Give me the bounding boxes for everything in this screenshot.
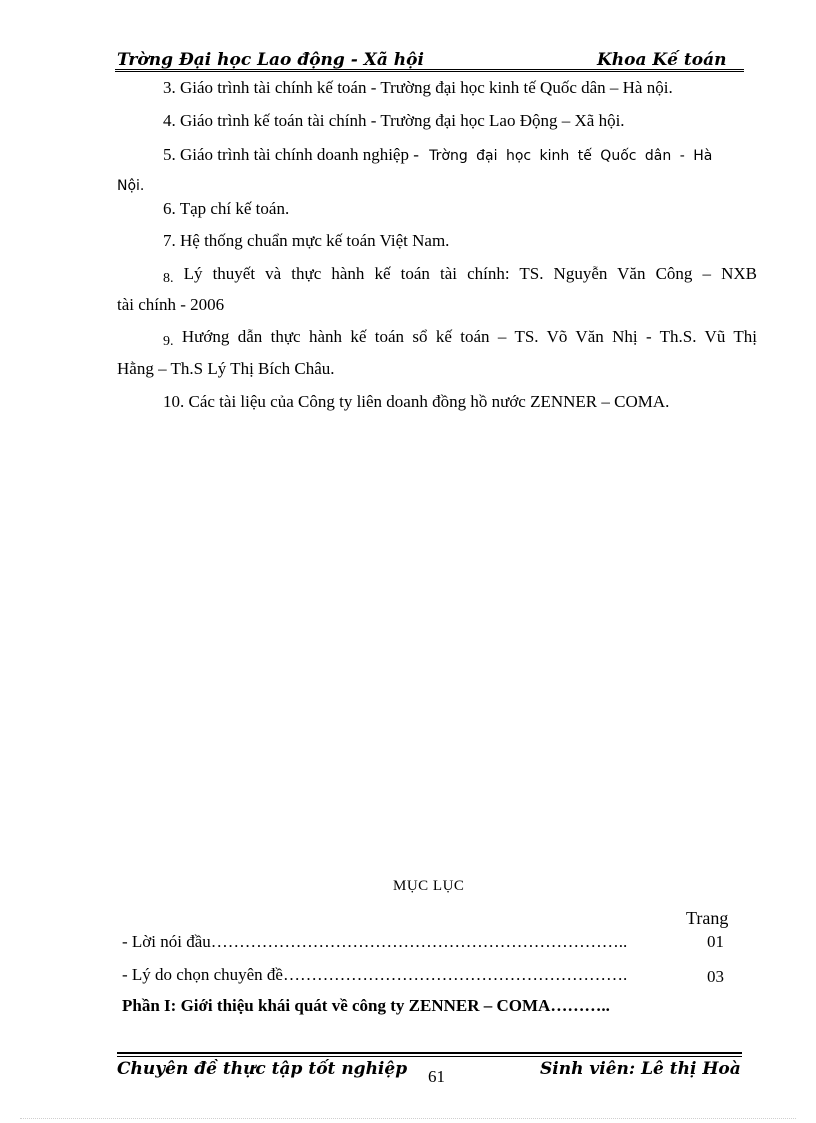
reference-item-9-cont: Hằng – Th.S Lý Thị Bích Châu. xyxy=(117,359,335,378)
reference-item-8 xyxy=(163,263,757,290)
page-border xyxy=(20,1118,796,1119)
reference-item-6: 6. Tạp chí kế toán. xyxy=(163,199,290,218)
toc-row-page: 03 xyxy=(707,967,724,986)
reference-item-9-number: 9. xyxy=(163,334,174,349)
footer-rule xyxy=(117,1052,742,1054)
header-rule xyxy=(115,71,744,72)
header-school: Trờng Đại học Lao động - Xã hội xyxy=(117,50,424,70)
reference-item-4: 4. Giáo trình kế toán tài chính - Trường đại học Lao Động – Xã hội. xyxy=(163,111,625,130)
reference-item-7: 7. Hệ thống chuẩn mực kế toán Việt Nam. xyxy=(163,231,450,250)
toc-row-label: Phần I: Giới thiệu khái quát về công ty ZENNER – COMA……….. xyxy=(122,996,610,1015)
reference-item-9-text: Hướng dẫn thực hành kế toán sổ kế toán – TS. Võ Văn Nhị - Th.S. Vũ Thị xyxy=(181,327,757,346)
toc-row-label: - Lý do chọn chuyên đề……………………………………………………. xyxy=(122,965,628,984)
footer-title: Chuyên đề thực tập tốt nghiệp xyxy=(117,1059,408,1079)
reference-item-8-number: 8. xyxy=(163,271,174,286)
reference-item-5-cont: Nội. xyxy=(117,178,145,194)
header-faculty: Khoa Kế toán xyxy=(597,50,727,70)
reference-item-10: 10. Các tài liệu của Công ty liên doanh đồng hồ nước ZENNER – COMA. xyxy=(163,392,670,411)
reference-item-3: 3. Giáo trình tài chính kế toán - Trường đại học kinh tế Quốc dân – Hà nội. xyxy=(163,78,673,97)
footer-rule xyxy=(117,1056,742,1057)
reference-item-8-text: Lý thuyết và thực hành kế toán tài chính: TS. Nguyễn Văn Công – NXB xyxy=(183,264,757,283)
reference-item-5-title: 5. Giáo trình tài chính doanh nghiệp - xyxy=(163,145,419,164)
toc-row-label: - Lời nói đầu……………………………………………………………….. xyxy=(122,932,628,951)
page-number: 61 xyxy=(428,1067,445,1086)
footer-student: Sinh viên: Lê thị Hoà xyxy=(540,1059,741,1079)
toc-row-page: 01 xyxy=(707,932,724,951)
reference-item-8-cont: tài chính - 2006 xyxy=(117,295,225,314)
header-rule xyxy=(115,69,744,70)
toc-title: MỤC LỤC xyxy=(393,878,465,894)
reference-item-5-publisher: Trờng đại học kinh tế Quốc dân - Hà xyxy=(429,148,713,164)
toc-page-header: Trang xyxy=(686,908,729,928)
reference-item-9 xyxy=(163,326,757,353)
reference-item-5 xyxy=(163,144,712,167)
